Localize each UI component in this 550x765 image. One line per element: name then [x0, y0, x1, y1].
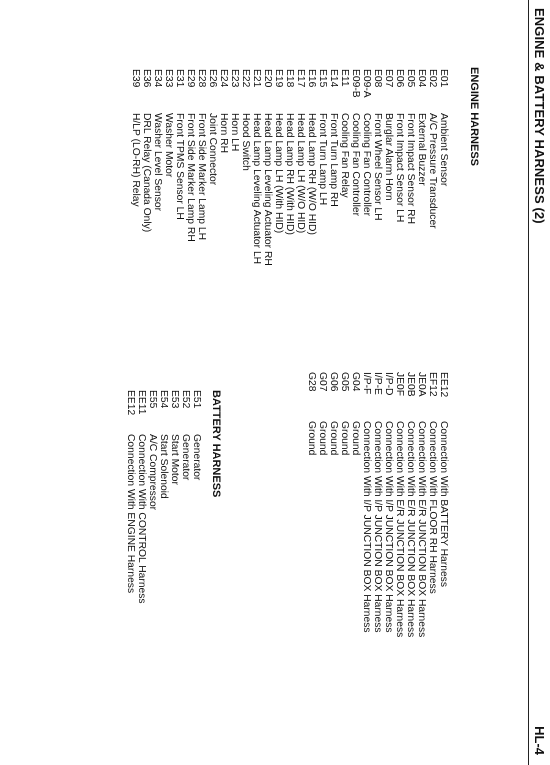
list-item [427, 69, 438, 309]
connector-description: Head Lamp Leveling Actuator LH [251, 113, 262, 265]
connector-code: E54 [158, 390, 169, 409]
battery-harness-title: BATTERY HARNESS [210, 390, 222, 498]
connector-description: A/C Pressure Transducer [427, 113, 438, 229]
connector-code: E33 [163, 69, 174, 88]
connector-description: Cooling Fan Controller [350, 113, 361, 217]
connector-code: E29 [185, 69, 196, 88]
connector-description: Ground [339, 421, 350, 456]
connector-description: Ground [317, 421, 328, 456]
list-item [125, 390, 136, 690]
list-item [207, 69, 218, 309]
connector-code: E53 [169, 390, 180, 409]
connector-description: Front Wheel Sensor LH [372, 113, 383, 221]
list-item [147, 390, 158, 690]
connector-description: Burglar Alarm Horn [383, 113, 394, 201]
connector-code: E55 [147, 390, 158, 409]
connector-code: E18 [284, 69, 295, 88]
connector-description: Connection With I/P JUNCTION BOX Harness [361, 421, 372, 633]
list-item [141, 69, 152, 309]
connector-code: E04 [416, 69, 427, 88]
connector-code: E01 [438, 69, 449, 88]
list-item [328, 69, 339, 309]
list-item [372, 69, 383, 309]
connector-description: Front Impact Sensor RH [405, 113, 416, 225]
connector-description: Hood Switch [240, 113, 251, 171]
connector-description: Horn RH [218, 113, 229, 154]
list-item [339, 69, 350, 309]
connector-code: EE11 [136, 390, 147, 415]
connector-description: Washer Level Sensor [152, 113, 163, 212]
connector-code: E22 [240, 69, 251, 88]
engine-harness-title: ENGINE HARNESS [468, 67, 480, 167]
connector-description: Cooling Fan Controller [361, 113, 372, 217]
connector-description: Ground [350, 421, 361, 456]
engine-harness-continued-list [306, 372, 449, 692]
list-item [306, 372, 317, 692]
connector-description: Connection With I/P JUNCTION BOX Harness [372, 421, 383, 633]
connector-description: Head Lamp RH (W/O HID) [306, 113, 317, 235]
connector-code: I/P-F [361, 372, 372, 395]
connector-description: Ground [306, 421, 317, 456]
connector-description: Connection With E/R JUNCTION BOX Harness [405, 421, 416, 638]
connector-code: E23 [229, 69, 240, 88]
connector-description: Front Impact Sensor LH [394, 113, 405, 223]
connector-description: Connection With CONTROL Harness [136, 434, 147, 604]
connector-description: Head Lamp LH (With HID) [273, 113, 284, 234]
connector-description: Head Lamp RH (With HID) [284, 113, 295, 235]
list-item [438, 69, 449, 309]
list-item [317, 69, 328, 309]
connector-code: JE0A [416, 372, 427, 397]
connector-description: Start Solenoid [158, 434, 169, 499]
list-item [180, 390, 191, 690]
connector-description: Generator [191, 434, 202, 481]
connector-code: E20 [262, 69, 273, 88]
connector-code: E34 [152, 69, 163, 88]
list-item [169, 390, 180, 690]
connector-code: G05 [339, 372, 350, 392]
list-item [416, 372, 427, 692]
list-item [394, 372, 405, 692]
list-item [405, 69, 416, 309]
header-divider [528, 0, 529, 765]
connector-code: E26 [207, 69, 218, 88]
connector-description: DRL Relay (Canada Only) [141, 113, 152, 233]
list-item [130, 69, 141, 309]
connector-description: Connection With E/R JUNCTION BOX Harness [394, 421, 405, 638]
list-item [416, 69, 427, 309]
connector-code: E52 [180, 390, 191, 409]
connector-description: Connection With BATTERY Harness [438, 421, 449, 587]
connector-code: E36 [141, 69, 152, 88]
list-item [152, 69, 163, 309]
list-item [158, 390, 169, 690]
connector-description: Joint Connector [207, 113, 218, 186]
connector-description: External Buzzer [416, 113, 427, 186]
list-item [372, 372, 383, 692]
list-item [295, 69, 306, 309]
connector-description: Head Lamp LH (W/O HID) [295, 113, 306, 234]
connector-code: E02 [427, 69, 438, 88]
list-item [361, 69, 372, 309]
connector-description: Connection With FLOOR RH Harness [427, 421, 438, 594]
list-item [174, 69, 185, 309]
list-item [262, 69, 273, 309]
connector-description: Start Motor [169, 434, 180, 485]
connector-code: JE0F [394, 372, 405, 397]
connector-code: E09-A [361, 69, 372, 98]
connector-description: Front Turn Lamp RH [328, 113, 339, 207]
connector-code: E07 [383, 69, 394, 88]
connector-code: G28 [306, 372, 317, 392]
list-item [136, 390, 147, 690]
list-item [350, 372, 361, 692]
list-item [361, 372, 372, 692]
connector-description: H/LP (LO-RH) Relay [130, 113, 141, 207]
connector-description: Front TPMS Sensor LH [174, 113, 185, 220]
list-item [185, 69, 196, 309]
page-number: HL-4 [532, 726, 547, 755]
connector-description: Washer Motor [163, 113, 174, 178]
connector-code: E31 [174, 69, 185, 88]
battery-harness-list [125, 390, 202, 690]
connector-code: E08 [372, 69, 383, 88]
engine-harness-list [130, 69, 449, 309]
list-item [350, 69, 361, 309]
list-item [438, 372, 449, 692]
list-item [251, 69, 262, 309]
list-item [427, 372, 438, 692]
list-item [383, 69, 394, 309]
connector-code: EF12 [427, 372, 438, 397]
list-item [218, 69, 229, 309]
list-item [240, 69, 251, 309]
connector-code: E51 [191, 390, 202, 409]
connector-description: Ambient Sensor [438, 113, 449, 187]
connector-code: E24 [218, 69, 229, 88]
list-item [317, 372, 328, 692]
list-item [196, 69, 207, 309]
connector-description: Cooling Fan Relay [339, 113, 350, 198]
connector-description: Front Turn Lamp LH [317, 113, 328, 206]
connector-description: Ground [328, 421, 339, 456]
connector-description: Connection With ENGINE Harness [125, 434, 136, 594]
list-item [394, 69, 405, 309]
connector-code: E06 [394, 69, 405, 88]
connector-description: Connection With I/P JUNCTION BOX Harness [383, 421, 394, 633]
connector-description: Front Side Marker Lamp LH [196, 113, 207, 241]
connector-code: E28 [196, 69, 207, 88]
connector-code: JE0B [405, 372, 416, 397]
connector-description: Head Lamp Leveling Actuator RH [262, 113, 273, 266]
connector-code: E16 [306, 69, 317, 88]
connector-code: E21 [251, 69, 262, 88]
connector-code: EE12 [438, 372, 449, 398]
connector-code: E14 [328, 69, 339, 88]
list-item [328, 372, 339, 692]
list-item [383, 372, 394, 692]
list-item [339, 372, 350, 692]
connector-code: E09-B [350, 69, 361, 98]
connector-code: E19 [273, 69, 284, 88]
connector-description: Front Side Marker Lamp RH [185, 113, 196, 242]
connector-description: Generator [180, 434, 191, 481]
connector-code: E05 [405, 69, 416, 88]
list-item [405, 372, 416, 692]
connector-code: EE12 [125, 390, 136, 416]
connector-code: E11 [339, 69, 350, 87]
list-item [163, 69, 174, 309]
connector-description: A/C Compressor [147, 434, 158, 511]
list-item [229, 69, 240, 309]
connector-code: E17 [295, 69, 306, 88]
connector-description: Connection With E/R JUNCTION BOX Harness [416, 421, 427, 638]
connector-code: E15 [317, 69, 328, 88]
list-item [306, 69, 317, 309]
connector-description: Horn LH [229, 113, 240, 152]
connector-code: I/P-D [383, 372, 394, 396]
connector-code: E39 [130, 69, 141, 88]
list-item [273, 69, 284, 309]
connector-code: G07 [317, 372, 328, 392]
connector-code: G04 [350, 372, 361, 392]
list-item [284, 69, 295, 309]
connector-code: I/P-E [372, 372, 383, 395]
connector-code: G06 [328, 372, 339, 392]
page-title: ENGINE & BATTERY HARNESS (2) [532, 8, 547, 224]
list-item [191, 390, 202, 690]
